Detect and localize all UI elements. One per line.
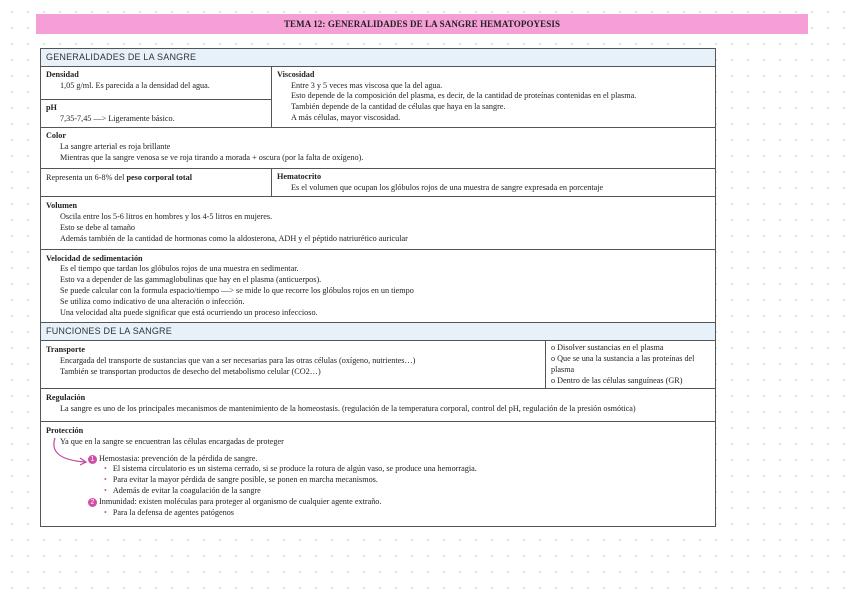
- peso-text: Representa un 6-8% del: [46, 172, 127, 182]
- regulacion-cell: [41, 389, 715, 421]
- proteccion-cell: [41, 422, 715, 526]
- volumen-line: Esto se debe al tamaño: [60, 222, 136, 232]
- transporte-options-cell: [545, 341, 715, 388]
- densidad-ph-column: [41, 67, 271, 128]
- peso-bold-text: peso corporal total: [126, 172, 192, 182]
- bullet-icon: •: [104, 485, 107, 495]
- proteccion-bullet: [46, 464, 710, 475]
- proteccion-item: [46, 454, 710, 465]
- proteccion-bullet: [46, 508, 710, 519]
- proteccion-label: Protección: [46, 425, 84, 435]
- color-line: La sangre arterial es roja brillante: [60, 142, 171, 152]
- bullet-icon: •: [104, 475, 107, 485]
- regulacion-label: Regulación: [46, 393, 86, 403]
- volumen-cell: [41, 197, 715, 248]
- curved-arrow-icon: [49, 436, 89, 466]
- viscosidad-line: A más células, mayor viscosidad.: [291, 112, 401, 122]
- ph-label: pH: [46, 102, 57, 112]
- bullet-text: Para evitar la mayor pérdida de sangre posible, se ponen en marcha mecanismos.: [112, 475, 378, 485]
- sedimentacion-cell: [41, 250, 715, 323]
- row-volumen: [41, 197, 715, 249]
- transporte-cell: [41, 341, 545, 388]
- sedimentacion-line: Es el tiempo que tardan los glóbulos rojos de una muestra en sedimentar.: [60, 264, 299, 274]
- transporte-option: o Que se una la sustancia a las proteínas del plasma: [551, 353, 695, 374]
- color-label: Color: [46, 131, 67, 141]
- row-proteccion: [41, 422, 715, 526]
- volumen-line: Además también de la cantidad de hormonas como la aldosterona, ADH y el péptido natriurético auricular: [60, 233, 408, 243]
- hematocrito-text: Es el volumen que ocupan los glóbulos rojos de una muestra de sangre expresada en porcentaje: [291, 182, 604, 192]
- sedimentacion-line: Esto va a depender de las gammaglobulinas que hay en el plasma (anticuerpos).: [60, 275, 322, 285]
- transporte-option: o Dentro de las células sanguíneas (GR): [551, 375, 683, 385]
- volumen-line: Oscila entre los 5-6 litros en hombres y los 4-5 litros en mujeres.: [60, 212, 273, 222]
- bullet-text: Para la defensa de agentes patógenos: [112, 507, 234, 517]
- proteccion-bullet: [46, 475, 710, 486]
- document-title: TEMA 12: GENERALIDADES DE LA SANGRE HEMATOPOYESIS: [36, 14, 808, 34]
- bullet-icon: •: [104, 507, 107, 517]
- viscosidad-cell: [271, 67, 715, 128]
- proteccion-intro: Ya que en la sangre se encuentran las células encargadas de proteger: [60, 436, 284, 446]
- viscosidad-line: También depende de la cantidad de células que haya en la sangre.: [291, 102, 506, 112]
- row-color: [41, 128, 715, 168]
- peso-cell: [41, 169, 271, 197]
- sedimentacion-line: Se utiliza como indicativo de una alteración o infección.: [60, 296, 245, 306]
- transporte-line: Encargada del transporte de sustancias que van a ser necesarias para las otras células (oxígeno, nutrientes…): [60, 355, 416, 365]
- densidad-label: Densidad: [46, 69, 79, 79]
- item-number-badge: 1: [88, 455, 97, 464]
- ph-cell: [41, 99, 271, 128]
- item-number-badge: 2: [88, 498, 97, 507]
- bullet-icon: •: [104, 464, 107, 474]
- section-header-funciones: FUNCIONES DE LA SANGRE: [41, 323, 715, 341]
- row-densidad-viscosidad: [41, 67, 715, 129]
- bullet-text: Además de evitar la coagulación de la sangre: [112, 485, 261, 495]
- transporte-line: También se transportan productos de desecho del metabolismo celular (CO2…): [60, 366, 321, 376]
- proteccion-bullet: [46, 486, 710, 497]
- sedimentacion-line: Se puede calcular con la formula espacio/tiempo —> se mide lo que recorre los glóbulos rojos en un tiempo: [60, 285, 414, 295]
- section-header-generalidades: GENERALIDADES DE LA SANGRE: [41, 49, 715, 67]
- row-transporte: [41, 341, 715, 389]
- row-sedimentacion: [41, 250, 715, 324]
- transporte-label: Transporte: [46, 345, 85, 355]
- hematocrito-label: Hematocrito: [277, 171, 322, 181]
- viscosidad-label: Viscosidad: [277, 69, 315, 79]
- densidad-cell: [41, 67, 271, 99]
- color-line: Mientras que la sangre venosa se ve roja tirando a morada + oscura (por la falta de oxígeno).: [60, 152, 364, 162]
- notes-document: [40, 48, 716, 527]
- row-peso-hematocrito: [41, 169, 715, 198]
- regulacion-text: La sangre es uno de los principales mecanismos de mantenimiento de la homeostasis. (regulación de la temperatura corporal, control del pH, regulación de la presión osmótica): [60, 404, 636, 414]
- volumen-label: Volumen: [46, 201, 78, 211]
- proteccion-item-text: Hemostasia: prevención de la pérdida de sangre.: [99, 453, 258, 463]
- sedimentacion-line: Una velocidad alta puede significar que está ocurriendo un proceso infeccioso.: [60, 307, 318, 317]
- viscosidad-line: Esto depende de la composición del plasma, es decir, de la cantidad de proteínas contenidas en el plasma.: [291, 91, 637, 101]
- viscosidad-line: Entre 3 y 5 veces mas viscosa que la del agua.: [291, 80, 443, 90]
- transporte-option: o Disolver sustancias en el plasma: [551, 343, 664, 353]
- row-regulacion: [41, 389, 715, 422]
- sedimentacion-label: Velocidad de sedimentación: [46, 253, 143, 263]
- ph-text: 7,35-7,45 —> Ligeramente básico.: [60, 113, 175, 123]
- color-cell: [41, 128, 715, 167]
- hematocrito-cell: [271, 169, 715, 197]
- bullet-text: El sistema circulatorio es un sistema cerrado, si se produce la rotura de algún vaso, se produce una hemorragia.: [112, 464, 477, 474]
- proteccion-item-text: Inmunidad: existen moléculas para proteger al organismo de cualquier agente extraño.: [99, 496, 382, 506]
- densidad-text: 1,05 g/ml. Es parecida a la densidad del agua.: [60, 80, 210, 90]
- proteccion-item: [46, 497, 710, 508]
